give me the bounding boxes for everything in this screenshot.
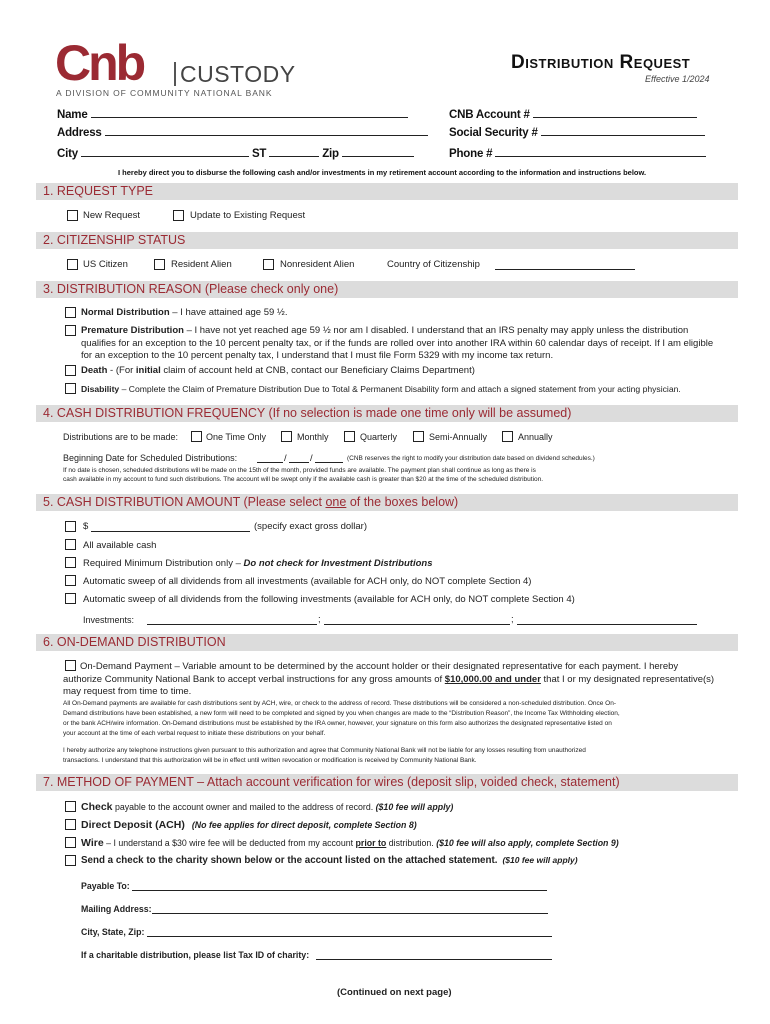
direct-deposit-checkbox[interactable] <box>65 819 76 830</box>
logo-custody: CUSTODY <box>180 61 296 87</box>
on-demand-checkbox[interactable] <box>65 660 76 671</box>
wire-checkbox[interactable] <box>65 837 76 848</box>
phone-label: Phone # <box>449 148 493 160</box>
tax-id-line[interactable] <box>316 950 552 960</box>
disability-text: Disability – Complete the Claim of Premature Distribution Due to Total & Permanent Disability form and attach a signed statement from your acting physician. <box>81 384 681 394</box>
direction-statement: I hereby direct you to disburse the following cash and/or investments in my retirement account according to the information and instructions below. <box>118 168 647 177</box>
document-title: Distribution Request <box>511 52 691 73</box>
mailing-address-label: Mailing Address: <box>81 904 152 914</box>
zip-label: Zip <box>322 148 339 160</box>
on-demand-line-3: may request from time to time. <box>63 686 192 697</box>
tax-id-label: If a charitable distribution, please list Tax ID of charity: <box>81 950 310 960</box>
death-text: Death - (For initial claim of account held at CNB, contact our Beneficiary Claims Department) <box>81 365 475 376</box>
premature-distribution-line-3: for an exception to the 10 percent penalty tax, I understand that I must file Form 5329 with my income tax return. <box>81 350 554 361</box>
logo-subtitle: A DIVISION OF COMMUNITY NATIONAL BANK <box>56 88 273 98</box>
section-4-header <box>36 405 738 422</box>
section-1-title: 1. REQUEST TYPE <box>43 184 153 198</box>
one-time-label: One Time Only <box>206 432 267 442</box>
on-demand-note-1: All On-Demand payments are available for cash distributions sent by ACH, wire, or check to the address of record. These distributions will be considered a non-scheduled distribution. Once On- <box>63 700 617 707</box>
section-1-header <box>36 183 738 200</box>
premature-distribution-line-2: qualifies for an exception to the 10 percent penalty tax, or if the funds are rolled over into another IRA within 60 calendar days of receipt. If I am eligible <box>81 338 714 349</box>
update-request-label: Update to Existing Request <box>190 210 306 221</box>
frequency-note-2: cash available in my account to fund such distributions. The account will be swept only if the available cash is greater than $20 at the time of the scheduled distribution. <box>63 476 544 483</box>
continued-note: (Continued on next page) <box>337 987 452 998</box>
address-field[interactable] <box>57 126 428 139</box>
section-7-title: 7. METHOD OF PAYMENT – Attach account verification for wires (deposit slip, voided check, statement) <box>43 775 620 789</box>
beginning-date-label: Beginning Date for Scheduled Distributions: <box>63 453 238 463</box>
beginning-date-note: (CNB reserves the right to modify your distribution date based on dividend schedules.) <box>347 455 595 462</box>
state-label: ST <box>251 148 267 160</box>
nonresident-alien-label: Nonresident Alien <box>280 259 355 270</box>
check-payment-label: Check payable to the account owner and mailed to the address of record. ($10 fee will apply) <box>81 801 454 813</box>
update-request-checkbox[interactable] <box>173 210 184 221</box>
section-4-title: 4. CASH DISTRIBUTION FREQUENCY (If no selection is made one time only will be assumed) <box>43 406 572 420</box>
all-cash-label: All available cash <box>83 540 157 551</box>
semi-annually-checkbox[interactable] <box>413 431 424 442</box>
monthly-checkbox[interactable] <box>281 431 292 442</box>
on-demand-note-6: transactions. I understand that this authorization will be in effect until written revocation or modification is received by Community National Bank. <box>63 757 477 764</box>
dollar-amount-line[interactable] <box>91 521 250 532</box>
dollar-amount-checkbox[interactable] <box>65 521 76 532</box>
wire-label: Wire – I understand a $30 wire fee will be deducted from my account prior to distribution. ($10 fee will also apply, complete Section 9) <box>81 837 619 849</box>
resident-alien-label: Resident Alien <box>171 259 232 270</box>
ssn-label: Social Security # <box>449 127 538 139</box>
account-line[interactable] <box>533 108 697 118</box>
section-5-title: 5. CASH DISTRIBUTION AMOUNT (Please select one of the boxes below) <box>43 495 459 509</box>
all-cash-checkbox[interactable] <box>65 539 76 550</box>
section-5-header <box>36 494 738 511</box>
investment-sep-1: ; <box>318 614 321 625</box>
account-field[interactable] <box>449 108 697 121</box>
on-demand-note-3: or the bank ACH/wire information. On-Demand distributions must be established by the IRA owner, however, your signature on this form also authorizes the designated representative listed on <box>63 720 612 727</box>
name-field[interactable] <box>57 108 408 121</box>
ssn-field[interactable] <box>449 126 705 139</box>
section-2-title: 2. CITIZENSHIP STATUS <box>43 233 186 247</box>
payable-to-label: Payable To: <box>81 881 130 891</box>
address-label: Address <box>57 127 102 139</box>
annually-label: Annually <box>518 432 553 442</box>
rmd-label: Required Minimum Distribution only – Do not check for Investment Distributions <box>83 558 433 569</box>
zip-line[interactable] <box>342 147 414 157</box>
quarterly-checkbox[interactable] <box>344 431 355 442</box>
payable-to-line[interactable] <box>132 881 547 891</box>
phone-line[interactable] <box>495 147 706 157</box>
section-7-header <box>36 774 738 791</box>
city-field[interactable] <box>57 147 414 160</box>
semi-annually-label: Semi-Annually <box>429 432 488 442</box>
us-citizen-label: US Citizen <box>83 259 128 270</box>
premature-distribution-text: Premature Distribution – I have not yet reached age 59 ½ nor am I disabled. I understand that an IRS penalty may apply unless the distribution <box>81 325 689 336</box>
frequency-note-1: If no date is chosen, scheduled distributions will be made on the 15th of the month, provided funds are available. The payment plan shall continue as long as there is <box>63 467 536 474</box>
state-line[interactable] <box>269 147 319 157</box>
on-demand-note-5: I hereby authorize any telephone instructions given pursuant to this authorization and agree that Community National Bank will not be liable for any losses resulting from unauthorized <box>63 747 586 754</box>
dollar-note: (specify exact gross dollar) <box>254 521 367 532</box>
disability-checkbox[interactable] <box>65 383 76 394</box>
ssn-line[interactable] <box>541 126 705 136</box>
monthly-label: Monthly <box>297 432 329 442</box>
charity-check-label: Send a check to the charity shown below or the account listed on the attached statement. ($10 fee will apply) <box>81 855 578 866</box>
on-demand-note-4: your account at the time of each verbal request to initiate these distributions on your behalf. <box>63 730 326 737</box>
begin-month-line[interactable] <box>257 453 283 463</box>
effective-date: Effective 1/2024 <box>645 74 710 84</box>
section-3-header <box>36 281 738 298</box>
city-label: City <box>57 148 78 160</box>
country-label: Country of Citizenship <box>387 259 480 270</box>
annually-checkbox[interactable] <box>502 431 513 442</box>
frequency-lead: Distributions are to be made: <box>63 432 179 442</box>
nonresident-alien-checkbox[interactable] <box>263 259 274 270</box>
one-time-checkbox[interactable] <box>191 431 202 442</box>
on-demand-line-2: authorize Community National Bank to accept verbal instructions for any gross amounts of $10,000.00 and under that I or my designated representative(s) <box>63 674 715 685</box>
address-line[interactable] <box>105 126 428 136</box>
investment-sep-2: ; <box>511 614 514 625</box>
investment-line-3[interactable] <box>517 615 697 625</box>
name-label: Name <box>57 109 88 121</box>
investment-line-2[interactable] <box>324 615 510 625</box>
normal-distribution-text: Normal Distribution – I have attained age 59 ½. <box>81 307 288 318</box>
resident-alien-checkbox[interactable] <box>154 259 165 270</box>
premature-distribution-checkbox[interactable] <box>65 325 76 336</box>
city-state-zip-line[interactable] <box>147 927 552 937</box>
section-6-header <box>36 634 738 651</box>
mailing-address-line[interactable] <box>152 904 548 914</box>
section-3-title: 3. DISTRIBUTION REASON (Please check only one) <box>43 282 339 296</box>
direct-deposit-label: Direct Deposit (ACH) (No fee applies for direct deposit, complete Section 8) <box>81 819 417 831</box>
charity-check-checkbox[interactable] <box>65 855 76 866</box>
death-checkbox[interactable] <box>65 365 76 376</box>
sweep-all-checkbox[interactable] <box>65 575 76 586</box>
sweep-following-label: Automatic sweep of all dividends from the following investments (available for ACH only, do NOT complete Section 4) <box>83 594 575 605</box>
sweep-all-label: Automatic sweep of all dividends from all investments (available for ACH only, do NOT complete Section 4) <box>83 576 532 587</box>
sweep-following-checkbox[interactable] <box>65 593 76 604</box>
account-label: CNB Account # <box>449 109 530 121</box>
normal-distribution-checkbox[interactable] <box>65 307 76 318</box>
city-line[interactable] <box>81 147 249 157</box>
begin-year-line[interactable] <box>315 453 343 463</box>
quarterly-label: Quarterly <box>360 432 398 442</box>
new-request-checkbox[interactable] <box>67 210 78 221</box>
on-demand-line-1: On-Demand Payment – Variable amount to be determined by the account holder or their designated representative for each payment. I hereby <box>80 661 679 672</box>
logo: Cnb <box>55 35 144 91</box>
phone-field[interactable] <box>449 147 706 160</box>
begin-day-line[interactable] <box>289 453 309 463</box>
investments-label: Investments: <box>83 615 135 625</box>
logo-divider <box>174 62 176 86</box>
new-request-label: New Request <box>83 210 141 221</box>
name-line[interactable] <box>91 108 408 118</box>
section-2-header <box>36 232 738 249</box>
investment-line-1[interactable] <box>147 615 317 625</box>
country-line[interactable] <box>495 259 635 270</box>
dollar-sign: $ <box>83 521 89 532</box>
section-6-title: 6. ON-DEMAND DISTRIBUTION <box>43 635 226 649</box>
date-slash-2: / <box>310 453 313 464</box>
check-payment-checkbox[interactable] <box>65 801 76 812</box>
us-citizen-checkbox[interactable] <box>67 259 78 270</box>
on-demand-note-2: Demand distributions have been established, a new form will need to be completed and signed by you when changes are made to the “Distribution Reason”, the Income Tax Withholding election, <box>63 710 620 717</box>
city-state-zip-label: City, State, Zip: <box>81 927 145 937</box>
rmd-checkbox[interactable] <box>65 557 76 568</box>
date-slash-1: / <box>284 453 287 464</box>
